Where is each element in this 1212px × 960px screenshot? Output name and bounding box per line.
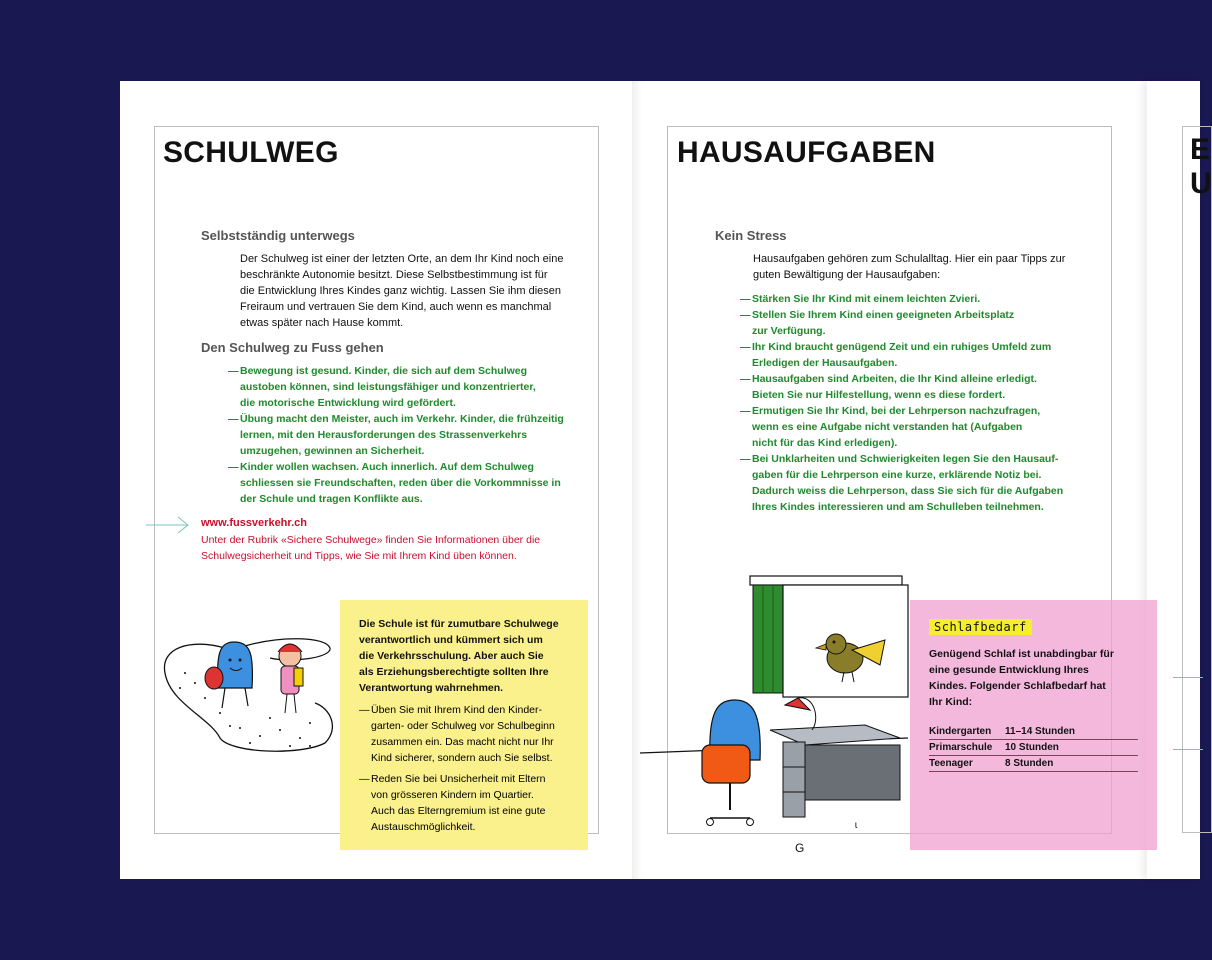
heading-kein-stress: Kein Stress (715, 228, 787, 243)
arrow-right-icon (146, 515, 190, 535)
heading-schulweg-zu-fuss: Den Schulweg zu Fuss gehen (201, 340, 384, 355)
box-lead-text: Die Schule ist für zumutbare Schulwege verantwortlich und kümmert sich um die Verkehrsschulung. Aber auch Sie als Erziehungsberechtigte sollten Ihre Verantwortung wahrnehmen. (359, 618, 559, 694)
heading-selbststaendig: Selbstständig unterwegs (201, 228, 355, 243)
fussverkehr-link[interactable]: www.fussverkehr.ch (201, 517, 307, 529)
school-responsibility-box (340, 600, 588, 850)
svg-text:ɩ: ɩ (855, 820, 858, 831)
table-cell: 10 Stunden (1005, 740, 1138, 756)
third-page-rule (1173, 677, 1203, 678)
list-item: — Kinder wollen wachsen. Auch innerlich. Auf dem Schulweg schliessen sie Freundschaften, reden über die Vorkommnisse in der Schule und tragen Konflikte aus. (228, 461, 561, 505)
list-item: — Ihr Kind braucht genügend Zeit und ein ruhiges Umfeld zum Erledigen der Hausaufgaben. (740, 341, 1052, 369)
homework-desk-illustration (640, 570, 912, 860)
table-row (929, 724, 1138, 740)
table-cell: Primarschule (929, 740, 1005, 756)
third-page-rule (1173, 749, 1203, 750)
list-item: — Übung macht den Meister, auch im Verkehr. Kinder, die frühzeitig lernen, mit den Herausforderungen des Strassenverkehrs umzugehen, gewinnen an Sicherheit. (228, 413, 564, 457)
homework-intro: Hausaufgaben gehören zum Schulalltag. Hier ein paar Tipps zur guten Bewältigung der Hausaufgaben: (753, 253, 1066, 281)
children-walking-illustration (150, 618, 345, 758)
list-item: — Ermutigen Sie Ihr Kind, bei der Lehrperson nachzufragen, wenn es eine Aufgabe nicht verstanden hat (Aufgaben nicht für das Kind erledigen). (740, 405, 1041, 449)
list-item: — Hausaufgaben sind Arbeiten, die Ihr Kind alleine erledigt. Bieten Sie nur Hilfestellung, wenn es diese fordert. (740, 373, 1037, 401)
page-title-hausaufgaben: HAUSAUFGABEN (677, 136, 936, 169)
table-cell: 8 Stunden (1005, 756, 1138, 772)
list-item: — Bei Unklarheiten und Schwierigkeiten legen Sie den Hausauf- gaben für die Lehrperson eine kurze, erklärende Notiz bei. Dadurch weiss die Lehrperson, dass Sie sich für die Aufgaben Ihres Kindes interessieren und am Schulleben teilnehmen. (740, 453, 1064, 513)
table-cell: 11–14 Stunden (1005, 724, 1138, 740)
third-page-frame (1182, 126, 1212, 833)
intro-paragraph: Der Schulweg ist einer der letzten Orte, an dem Ihr Kind noch eine beschränkte Autonomie besitzt. Diese Selbstbestimmung ist für die Entwicklung Ihres Kindes ganz wichtig. Lassen Sie ihm diesen Freiraum und vertrauen Sie dem Kind, auch wenn es manchmal etwas später nach Hause kommt. (240, 253, 564, 329)
sleep-intro: Genügend Schlaf ist unabdingbar für eine gesunde Entwicklung Ihres Kindes. Folgender Schlafbedarf hat Ihr Kind: (929, 648, 1114, 708)
homework-tips-list (740, 291, 1110, 515)
list-item: — Üben Sie mit Ihrem Kind den Kinder- garten- oder Schulweg vor Schulbeginn zusammen ein. Das macht nicht nur Ihr Kind sicherer, sondern auch Sie selbst. (359, 704, 555, 764)
third-page-title: E U (1190, 133, 1212, 200)
page-title-schulweg: SCHULWEG (163, 136, 339, 169)
link-description: Unter der Rubrik «Sichere Schulwege» finden Sie Informationen über die Schulwegsicherheit und Tipps, wie Sie mit Ihrem Kind üben können. (201, 534, 541, 562)
table-cell: Teenager (929, 756, 1005, 772)
list-item: — Stärken Sie Ihr Kind mit einem leichten Zvieri. (740, 293, 981, 305)
box-tips-list (359, 702, 570, 835)
benefits-list (228, 363, 598, 507)
table-row (929, 740, 1138, 756)
list-item: — Stellen Sie Ihrem Kind einen geeigneten Arbeitsplatz zur Verfügung. (740, 309, 1015, 337)
sleep-table (929, 724, 1138, 772)
list-item: — Bewegung ist gesund. Kinder, die sich auf dem Schulweg austoben können, sind leistungsfähiger und konzentrierter, die motorische Entwicklung wird gefördert. (228, 365, 536, 409)
sleep-tag: Schlafbedarf (929, 619, 1032, 635)
sleep-needs-box (910, 600, 1157, 850)
table-row (929, 756, 1138, 772)
table-cell: Kindergarten (929, 724, 1005, 740)
svg-text:G: G (795, 841, 805, 855)
list-item: — Reden Sie bei Unsicherheit mit Eltern von grösseren Kindern im Quartier. Auch das Elterngremium ist eine gute Austauschmöglichkeit. (359, 773, 546, 833)
